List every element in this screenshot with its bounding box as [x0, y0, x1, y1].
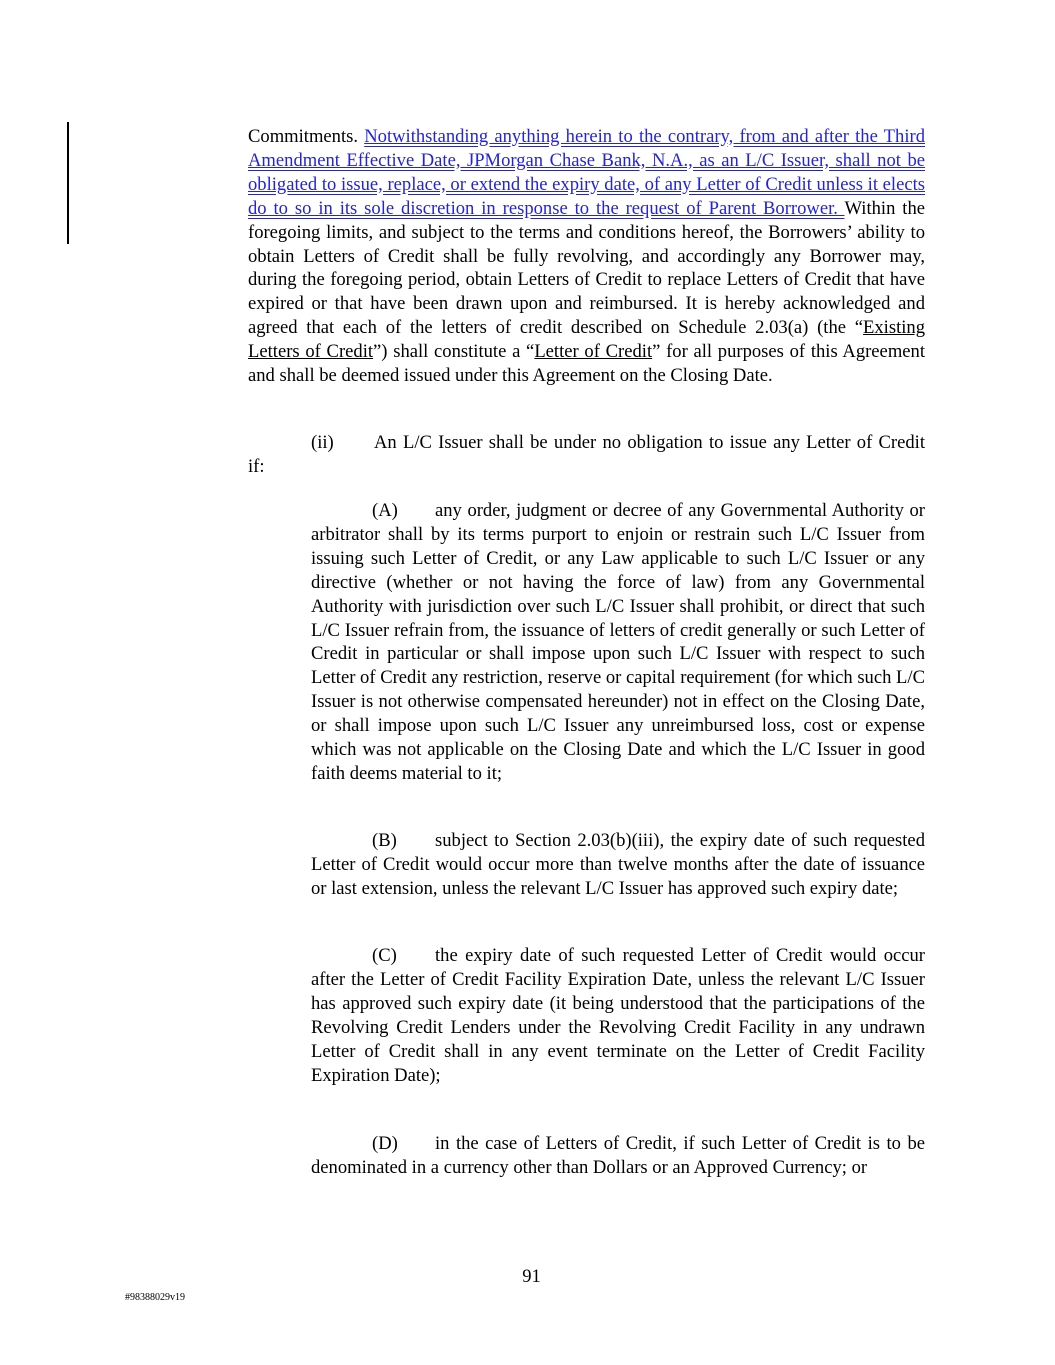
clause-a [311, 499, 925, 786]
clause-b-label: (B) [372, 830, 397, 851]
paragraph-text-b: ”) shall constitute a “ [373, 341, 535, 363]
paragraph-ii [248, 431, 925, 479]
paragraph-ii-text: An L/C Issuer shall be under no obligation to issue any Letter of Credit if: [248, 432, 925, 477]
clause-c [311, 944, 925, 1087]
revision-change-bar [67, 122, 69, 244]
clause-c-label: (C) [372, 945, 397, 966]
clause-a-text: any order, judgment or decree of any Governmental Authority or arbitrator shall by its terms purport to enjoin or restrain such L/C Issuer from issuing such Letter of Credit, or any Law applicable to such L/C Issuer or any directive (whether or not having the force of law) from any Governmental Authority with jurisdiction over such L/C Issuer shall prohibit, or direct that such L/C Issuer refrain from, the issuance of letters of credit generally or such Letter of Credit in particular or shall impose upon such L/C Issuer with respect to such Letter of Credit any restriction, reserve or capital requirement (for which such L/C Issuer is not otherwise compensated hereunder) not in effect on the Closing Date, or shall impose upon such L/C Issuer any unreimbursed loss, cost or expense which was not applicable on the Closing Date and which the L/C Issuer in good faith deems material to it; [311, 500, 925, 784]
paragraph-text-a: Within the foregoing limits, and subject to the terms and conditions hereof, the Borrowers’ ability to obtain Letters of Credit shall be fully revolving, and accordingly any Borrower may, during the foregoing period, obtain Letters of Credit to replace Letters of Credit that have expired or that have been drawn upon and reimbursed. It is hereby acknowledged and agreed that each of the letters of credit described on Schedule 2.03(a) (the “ [248, 197, 925, 339]
clause-b [311, 829, 925, 901]
defined-term-letter-of-credit: Letter of Credit [534, 341, 653, 363]
defined-term-existing-letters: Existing Letters of Credit [248, 317, 925, 363]
inserted-amendment-text: Notwithstanding anything herein to the contrary, from and after the Third Amendment Effective Date, JPMorgan Chase Bank, N.A., as an L/C Issuer, shall not be obligated to issue, replace, or extend the expiry date, of any Letter of Credit unless it elects do to so in its sole discretion in response to the request of Parent Borrower. [248, 126, 925, 219]
paragraph-ii-label: (ii) [311, 432, 334, 453]
clause-c-text: the expiry date of such requested Letter of Credit would occur after the Letter of Credit Facility Expiration Date, unless the relevant L/C Issuer has approved such expiry date (it being understood that the participations of the Revolving Credit Lenders under the Revolving Credit Facility in any undrawn Letter of Credit shall in any event terminate on the Letter of Credit Facility Expiration Date); [311, 945, 925, 1086]
clause-b-text: subject to Section 2.03(b)(iii), the expiry date of such requested Letter of Credit would occur more than twelve months after the date of issuance or last extension, unless the relevant L/C Issuer has approved such expiry date; [311, 830, 925, 899]
page-number: 91 [522, 1266, 541, 1287]
clause-d-text: in the case of Letters of Credit, if such Letter of Credit is to be denominated in a currency other than Dollars or an Approved Currency; or [311, 1133, 925, 1178]
paragraph-text-c: ” for all purposes of this Agreement and shall be deemed issued under this Agreement on the Closing Date. [248, 341, 925, 387]
clause-d-label: (D) [372, 1133, 398, 1154]
clause-a-label: (A) [372, 500, 398, 521]
document-id: #98388029v19 [125, 1292, 185, 1303]
paragraph-lead: Commitments. [248, 126, 365, 147]
paragraph-commitments [248, 125, 925, 388]
clause-d [311, 1132, 925, 1180]
